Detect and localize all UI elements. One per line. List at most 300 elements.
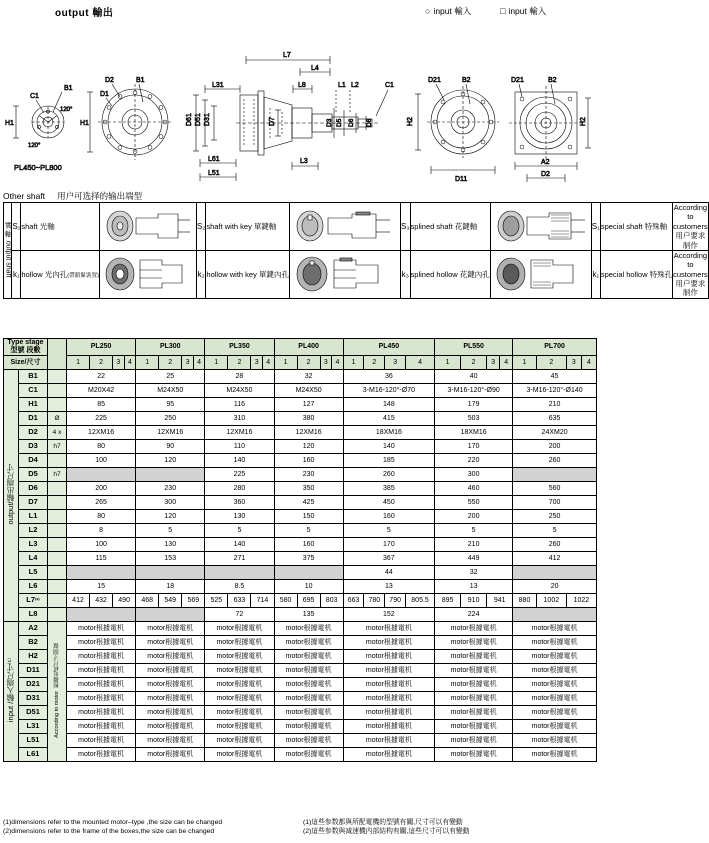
spec-row-L1 <box>4 510 597 524</box>
spec-motor-cell: motor根據電机 <box>513 664 597 678</box>
spec-model-PL700: PL700 <box>513 339 597 356</box>
spec-value: 633 <box>228 594 251 608</box>
spec-value-B1: 36 <box>343 370 434 384</box>
spec-motor-cell: motor根據電机 <box>67 720 136 734</box>
spec-value-D2: 24XM20 <box>513 426 597 440</box>
spec-stage-1: 1 <box>343 356 364 370</box>
spec-rowlabel-D6: D6 <box>19 482 48 496</box>
spec-value-L4: 153 <box>136 552 205 566</box>
spec-rowlabel-B1: B1 <box>19 370 48 384</box>
spec-rowlabel-L61: L61 <box>19 748 48 762</box>
spec-value-D7: 265 <box>67 496 136 510</box>
spec-row-L3 <box>4 538 597 552</box>
spec-value-L1: 160 <box>343 510 434 524</box>
svg-text:L3: L3 <box>300 158 308 165</box>
svg-text:L61: L61 <box>208 156 220 163</box>
spec-motor-cell: motor根據電机 <box>513 706 597 720</box>
spec-motor-cell: motor根據電机 <box>67 636 136 650</box>
spec-value-L1: 250 <box>513 510 597 524</box>
spec-stage-1: 1 <box>274 356 297 370</box>
option-input-round[interactable] <box>425 5 471 17</box>
spec-value-L6: 13 <box>435 580 513 594</box>
spec-value-D3: 120 <box>274 440 343 454</box>
spec-value-D3: 140 <box>343 440 434 454</box>
svg-text:D31: D31 <box>204 113 211 126</box>
footnote-en-2: (2)dimensions refer to the frame of the boxes,the size can be changed <box>3 828 215 836</box>
spec-row-L7 <box>4 594 597 608</box>
spec-stage-4: 4 <box>262 356 274 370</box>
spec-row-D31 <box>4 692 597 706</box>
spec-row-H2 <box>4 650 597 664</box>
shaft-image-s3 <box>490 203 591 251</box>
checkbox-square-icon: □ <box>500 6 506 16</box>
spec-value-D3: 90 <box>136 440 205 454</box>
spec-rowlabel-D3: D3 <box>19 440 48 454</box>
spec-stage-2: 2 <box>159 356 182 370</box>
svg-text:C1: C1 <box>385 82 394 89</box>
spec-value-B1: 22 <box>67 370 136 384</box>
svg-text:D21: D21 <box>511 77 524 84</box>
spec-value-D5 <box>513 468 597 482</box>
spec-value: 468 <box>136 594 159 608</box>
spec-value-L4: 367 <box>343 552 434 566</box>
spec-motor-cell: motor根據電机 <box>435 720 513 734</box>
spec-value-D7: 450 <box>343 496 434 510</box>
shaft-code-s1: S₁ <box>12 203 21 251</box>
spec-motor-cell: motor根據電机 <box>435 664 513 678</box>
spec-unit-L6 <box>48 580 67 594</box>
spec-value-D1: 503 <box>435 412 513 426</box>
spec-value-D4: 140 <box>205 454 274 468</box>
spec-value-L5 <box>513 566 597 580</box>
shaft-note-hollow: According to customers 用户要求制作 <box>673 250 708 298</box>
hollow-code-k2: k₂ <box>196 250 205 298</box>
spec-model-PL450: PL450 <box>343 339 434 356</box>
spec-value-B1: 40 <box>435 370 513 384</box>
spec-rowlabel-L4: L4 <box>19 552 48 566</box>
spec-side-input: input /輸入端尺寸⁽¹⁾ <box>4 622 19 762</box>
spec-rowlabel-L8: L8 <box>19 608 48 622</box>
spec-value-L1: 150 <box>274 510 343 524</box>
spec-stage-2: 2 <box>461 356 487 370</box>
spec-row-L5 <box>4 566 597 580</box>
spec-unit-D5: h7 <box>48 468 67 482</box>
spec-rowlabel-D2: D2 <box>19 426 48 440</box>
spec-motor-cell: motor根據電机 <box>513 720 597 734</box>
spec-motor-cell: motor根據電机 <box>67 748 136 762</box>
spec-value-H1: 95 <box>136 398 205 412</box>
spec-row-L6 <box>4 580 597 594</box>
hollow-code-k3: k₃ <box>400 250 410 298</box>
spec-motor-cell: motor根據電机 <box>136 748 205 762</box>
spec-value-L3: 210 <box>435 538 513 552</box>
spec-value: 803 <box>320 594 343 608</box>
spec-value-L8: 152 <box>343 608 434 622</box>
spec-value-L5: 44 <box>343 566 434 580</box>
spec-corner-size: Size/尺寸 <box>4 356 48 370</box>
svg-text:L51: L51 <box>208 170 220 177</box>
spec-value-L5 <box>136 566 205 580</box>
spec-value-D1: 225 <box>67 412 136 426</box>
spec-value-D6: 200 <box>67 482 136 496</box>
spec-unit-C1 <box>48 384 67 398</box>
svg-text:D11: D11 <box>455 176 468 183</box>
svg-text:D61: D61 <box>186 113 193 126</box>
spec-motor-cell: motor根據電机 <box>343 636 434 650</box>
technical-drawing <box>0 20 600 185</box>
spec-unit-D1: Ø <box>48 412 67 426</box>
svg-text:D2: D2 <box>105 77 114 84</box>
spec-motor-cell: motor根據電机 <box>136 664 205 678</box>
shaft-code-s1-special: S₁ <box>591 203 600 251</box>
spec-motor-cell: motor根據電机 <box>205 706 274 720</box>
hollow-desc-k3: splined hollow 花鍵內孔 <box>410 250 490 298</box>
shaft-note-solid: According to customers 用户要求制作 <box>673 203 708 250</box>
spec-stage-3: 3 <box>385 356 406 370</box>
spec-value-L5 <box>274 566 343 580</box>
spec-model-PL550: PL550 <box>435 339 513 356</box>
svg-text:B1: B1 <box>136 77 145 84</box>
spec-value-L6: 15 <box>67 580 136 594</box>
svg-text:D1: D1 <box>100 91 109 98</box>
spec-motor-cell: motor根據電机 <box>343 678 434 692</box>
spec-motor-cell: motor根據電机 <box>136 650 205 664</box>
spec-value: 780 <box>364 594 385 608</box>
spec-stage-4: 4 <box>406 356 435 370</box>
spec-rowlabel-A2: A2 <box>19 622 48 636</box>
spec-rowlabel-D4: D4 <box>19 454 48 468</box>
other-shaft-table <box>3 202 709 299</box>
svg-text:L1: L1 <box>338 82 346 89</box>
spec-value: 412 <box>67 594 90 608</box>
spec-rowlabel-C1: C1 <box>19 384 48 398</box>
spec-motor-cell: motor根據電机 <box>136 678 205 692</box>
shaft-row-solid <box>4 203 709 251</box>
spec-motor-cell: motor根據電机 <box>274 706 343 720</box>
spec-value-L2: 5 <box>136 524 205 538</box>
spec-motor-cell: motor根據電机 <box>67 622 136 636</box>
spec-rowlabel-H2: H2 <box>19 650 48 664</box>
spec-value: 525 <box>205 594 228 608</box>
spec-value: 663 <box>343 594 364 608</box>
spec-value-L1: 200 <box>435 510 513 524</box>
spec-model-PL250: PL250 <box>67 339 136 356</box>
spec-motor-cell: motor根據電机 <box>136 720 205 734</box>
spec-motor-cell: motor根據電机 <box>136 636 205 650</box>
spec-unit-L4 <box>48 552 67 566</box>
spec-value-D4: 260 <box>513 454 597 468</box>
spec-value-D5: 300 <box>435 468 513 482</box>
spec-value-L5 <box>205 566 274 580</box>
spec-value-C1: 3-M16-120°-Ø90 <box>435 384 513 398</box>
spec-value-D2: 12XM16 <box>274 426 343 440</box>
spec-value: 910 <box>461 594 487 608</box>
spec-stage-2: 2 <box>297 356 320 370</box>
hollow-desc-k2: hollow with key 單鍵內孔 <box>206 250 290 298</box>
shaft-side-label-solid: output shaft 實 軸 <box>4 203 12 299</box>
spec-value: 790 <box>385 594 406 608</box>
spec-motor-cell: motor根據電机 <box>513 636 597 650</box>
spec-value-D1: 635 <box>513 412 597 426</box>
spec-value-L6: 18 <box>136 580 205 594</box>
spec-stage-3: 3 <box>113 356 125 370</box>
spec-motor-cell: motor根據電机 <box>205 636 274 650</box>
spec-motor-cell: motor根據電机 <box>274 664 343 678</box>
spec-value-D7: 300 <box>136 496 205 510</box>
shaft-code-s3: S₃ <box>400 203 410 251</box>
spec-value-L8: 135 <box>274 608 343 622</box>
spec-value-D1: 310 <box>205 412 274 426</box>
spec-value-D2: 12XM16 <box>67 426 136 440</box>
spec-unit-D4 <box>48 454 67 468</box>
spec-value-D2: 12XM16 <box>136 426 205 440</box>
svg-text:B2: B2 <box>548 77 557 84</box>
spec-value-L6: 8.5 <box>205 580 274 594</box>
spec-motor-cell: motor根據電机 <box>274 636 343 650</box>
svg-text:C1: C1 <box>30 93 39 100</box>
svg-text:D21: D21 <box>428 77 441 84</box>
hollow-desc-k1-special: special hollow 特殊孔 <box>600 250 672 298</box>
spec-value-L8: 72 <box>205 608 274 622</box>
svg-text:120°: 120° <box>60 107 73 113</box>
spec-motor-cell: motor根據電机 <box>274 622 343 636</box>
spec-row-L4 <box>4 552 597 566</box>
spec-rowlabel-B2: B2 <box>19 636 48 650</box>
spec-value-L4: 412 <box>513 552 597 566</box>
spec-row-L2 <box>4 524 597 538</box>
spec-unit-B1 <box>48 370 67 384</box>
spec-unit-H1 <box>48 398 67 412</box>
spec-value-C1: M24X50 <box>274 384 343 398</box>
spec-value-H1: 210 <box>513 398 597 412</box>
spec-row-L51 <box>4 734 597 748</box>
other-shaft-title-cn: 用户可选择的输出端型 <box>57 191 143 201</box>
spec-rowlabel-L6: L6 <box>19 580 48 594</box>
hollow-image-k2 <box>289 250 400 298</box>
spec-value-D7: 550 <box>435 496 513 510</box>
spec-value-D3: 170 <box>435 440 513 454</box>
spec-row-L61 <box>4 748 597 762</box>
spec-value-D6: 280 <box>205 482 274 496</box>
spec-unit-D2: 4 x <box>48 426 67 440</box>
spec-motor-cell: motor根據電机 <box>435 692 513 706</box>
svg-text:H2: H2 <box>580 117 587 126</box>
spec-unit-L5 <box>48 566 67 580</box>
spec-stage-1: 1 <box>67 356 90 370</box>
spec-unit-D3: h7 <box>48 440 67 454</box>
spec-row-D7 <box>4 496 597 510</box>
svg-text:D3: D3 <box>326 118 333 127</box>
spec-motor-cell: motor根據電机 <box>435 678 513 692</box>
spec-rowlabel-D51: D51 <box>19 706 48 720</box>
spec-value-C1: M20X42 <box>67 384 136 398</box>
spec-value-L3: 260 <box>513 538 597 552</box>
spec-row-C1 <box>4 384 597 398</box>
spec-motor-cell: motor根據電机 <box>435 636 513 650</box>
spec-value-L2: 5 <box>205 524 274 538</box>
svg-text:D5: D5 <box>336 118 343 127</box>
spec-stage-1: 1 <box>513 356 537 370</box>
spec-value-D3: 110 <box>205 440 274 454</box>
spec-row-D51 <box>4 706 597 720</box>
svg-text:D7: D7 <box>269 117 276 126</box>
spec-stage-3: 3 <box>320 356 332 370</box>
spec-motor-cell: motor根據電机 <box>67 706 136 720</box>
svg-text:D2: D2 <box>541 171 550 178</box>
spec-rowlabel-L31: L31 <box>19 720 48 734</box>
spec-value-L4: 115 <box>67 552 136 566</box>
page-title: output 輸出 <box>55 8 114 19</box>
spec-value: 941 <box>487 594 513 608</box>
spec-motor-cell: motor根據電机 <box>513 748 597 762</box>
spec-value-L5: 32 <box>435 566 513 580</box>
spec-motor-cell: motor根據電机 <box>205 622 274 636</box>
spec-input-unit-note: According to motor 根據电机尺寸制做 <box>48 622 67 762</box>
spec-row-D6 <box>4 482 597 496</box>
svg-text:H2: H2 <box>407 117 414 126</box>
spec-rowlabel-L7: L7⁽²⁾ <box>19 594 48 608</box>
spec-row-B1 <box>4 370 597 384</box>
spec-motor-cell: motor根據電机 <box>343 692 434 706</box>
spec-row-L31 <box>4 720 597 734</box>
spec-motor-cell: motor根據電机 <box>136 734 205 748</box>
spec-value-H1: 85 <box>67 398 136 412</box>
spec-value-L2: 5 <box>513 524 597 538</box>
spec-stage-3: 3 <box>487 356 500 370</box>
spec-stage-3: 3 <box>251 356 263 370</box>
svg-text:L4: L4 <box>311 65 319 72</box>
spec-motor-cell: motor根據電机 <box>205 678 274 692</box>
shaft-desc-s1: shaft 光軸 <box>21 203 100 251</box>
hollow-image-k1 <box>99 250 196 298</box>
spec-motor-cell: motor根據電机 <box>513 622 597 636</box>
footnotes-cn <box>303 818 597 836</box>
spec-motor-cell: motor根據電机 <box>343 734 434 748</box>
spec-row-H1 <box>4 398 597 412</box>
svg-text:B2: B2 <box>462 77 471 84</box>
spec-rowlabel-L3: L3 <box>19 538 48 552</box>
spec-value-L2: 5 <box>343 524 434 538</box>
hollow-desc-k1: hollow 光內孔(帶鎖緊裝置) <box>21 250 100 298</box>
spec-row-D2 <box>4 426 597 440</box>
spec-motor-cell: motor根據電机 <box>274 650 343 664</box>
spec-value-L3: 130 <box>136 538 205 552</box>
spec-value: 695 <box>297 594 320 608</box>
spec-value-L8 <box>136 608 205 622</box>
spec-motor-cell: motor根據電机 <box>274 720 343 734</box>
spec-value: 549 <box>159 594 182 608</box>
spec-value: 569 <box>182 594 205 608</box>
footnote-cn-1: (1)這些参数都與所配電機的型號有關,尺寸可以有變動 <box>303 819 463 826</box>
option-input-round-label: input 輸入 <box>433 6 472 16</box>
spec-unit-L2 <box>48 524 67 538</box>
svg-text:120°: 120° <box>28 143 41 149</box>
spec-value-C1: 3-M16-120°-Ø140 <box>513 384 597 398</box>
spec-motor-cell: motor根據電机 <box>435 706 513 720</box>
spec-rowlabel-L1: L1 <box>19 510 48 524</box>
hollow-code-k1-special: k₁ <box>591 250 600 298</box>
spec-value-C1: M24X50 <box>136 384 205 398</box>
spec-motor-cell: motor根據電机 <box>435 650 513 664</box>
spec-stage-4: 4 <box>193 356 205 370</box>
svg-text:B1: B1 <box>64 85 73 92</box>
spec-stage-2: 2 <box>364 356 385 370</box>
spec-motor-cell: motor根據電机 <box>343 706 434 720</box>
spec-value-D5: 260 <box>343 468 434 482</box>
footnotes-en <box>3 818 303 836</box>
spec-motor-cell: motor根據電机 <box>67 692 136 706</box>
spec-model-PL300: PL300 <box>136 339 205 356</box>
spec-value-L6: 20 <box>513 580 597 594</box>
spec-row-D21 <box>4 678 597 692</box>
spec-motor-cell: motor根據電机 <box>205 692 274 706</box>
spec-value-B1: 45 <box>513 370 597 384</box>
spec-side-output: output/輸出端尺寸 <box>4 370 19 622</box>
footnote-en-1: (1)dimensions refer to the mounted motor–type ,the size can be changed <box>3 819 223 826</box>
spec-unit-L1 <box>48 510 67 524</box>
spec-value-D2: 12XM16 <box>205 426 274 440</box>
spec-motor-cell: motor根據電机 <box>205 734 274 748</box>
spec-value-D6: 230 <box>136 482 205 496</box>
spec-value-D1: 250 <box>136 412 205 426</box>
svg-text:L2: L2 <box>351 82 359 89</box>
spec-motor-cell: motor根據電机 <box>343 622 434 636</box>
spec-motor-cell: motor根據電机 <box>343 664 434 678</box>
spec-motor-cell: motor根據電机 <box>205 664 274 678</box>
spec-value-D5: 230 <box>274 468 343 482</box>
spec-value-L8: 224 <box>435 608 513 622</box>
spec-row-D11 <box>4 664 597 678</box>
spec-rowlabel-D11: D11 <box>19 664 48 678</box>
svg-text:D6: D6 <box>348 118 355 127</box>
svg-text:PL450~PL800: PL450~PL800 <box>14 163 62 172</box>
option-input-square[interactable] <box>500 5 546 17</box>
spec-motor-cell: motor根據電机 <box>274 678 343 692</box>
spec-value-D7: 360 <box>205 496 274 510</box>
spec-stage-4: 4 <box>500 356 513 370</box>
shaft-desc-s2: shaft with key 單鍵軸 <box>206 203 290 251</box>
spec-motor-cell: motor根據電机 <box>205 748 274 762</box>
spec-motor-cell: motor根據電机 <box>435 734 513 748</box>
spec-value-D4: 100 <box>67 454 136 468</box>
spec-value-L8 <box>513 608 597 622</box>
spec-value-C1: 3-M16-120°-Ø70 <box>343 384 434 398</box>
spec-stage-3: 3 <box>566 356 581 370</box>
spec-rowlabel-L51: L51 <box>19 734 48 748</box>
spec-value: 714 <box>251 594 274 608</box>
spec-value-L2: 5 <box>435 524 513 538</box>
shaft-image-s2 <box>289 203 400 251</box>
option-input-square-label: input 輸入 <box>508 6 547 16</box>
spec-stage-2: 2 <box>228 356 251 370</box>
spec-value-L4: 271 <box>205 552 274 566</box>
spec-motor-cell: motor根據電机 <box>274 748 343 762</box>
spec-unit-D6 <box>48 482 67 496</box>
spec-rowlabel-D31: D31 <box>19 692 48 706</box>
spec-value-D5 <box>136 468 205 482</box>
spec-value-L5 <box>67 566 136 580</box>
spec-value-D4: 220 <box>435 454 513 468</box>
spec-value-L4: 375 <box>274 552 343 566</box>
spec-motor-cell: motor根據電机 <box>513 650 597 664</box>
spec-stage-2: 2 <box>90 356 113 370</box>
spec-value-D6: 385 <box>343 482 434 496</box>
spec-value: 490 <box>113 594 136 608</box>
spec-model-PL350: PL350 <box>205 339 274 356</box>
spec-motor-cell: motor根據電机 <box>67 664 136 678</box>
svg-text:H1: H1 <box>80 120 89 127</box>
spec-value: 580 <box>274 594 297 608</box>
